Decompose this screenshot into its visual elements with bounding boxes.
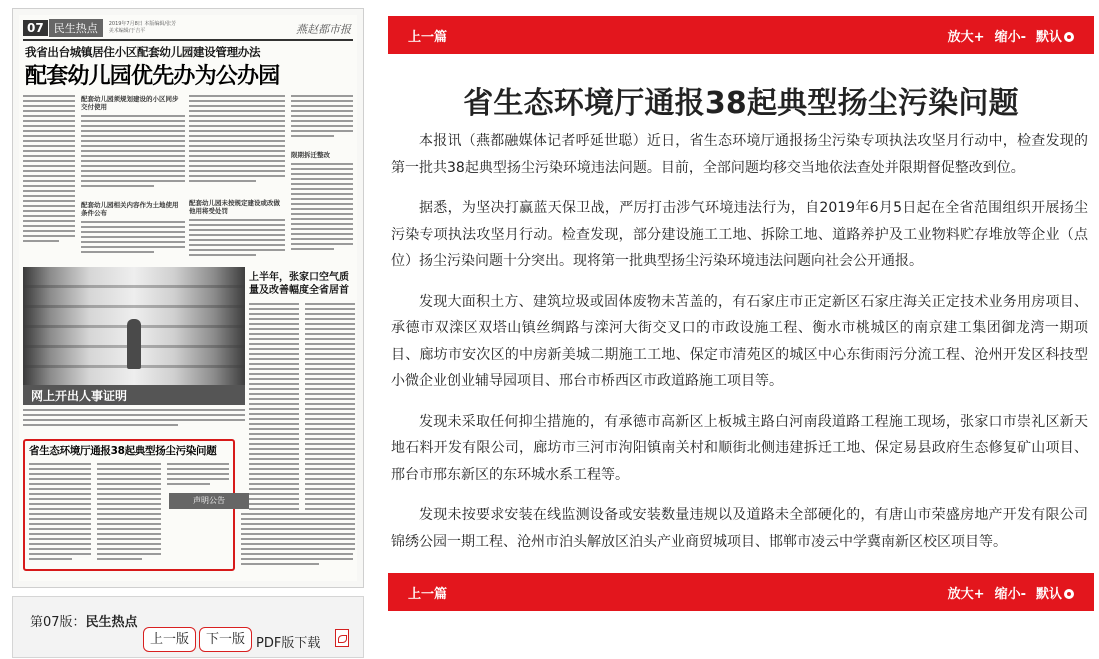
- article-paragraph: 本报讯（燕都融媒体记者呼延世聪）近日，省生态环境厅通报扬尘污染专项执法攻坚月行动中，检查发现的第一批共38起典型扬尘污染环境违法问题。目前，全部问题均移交当地依法查处并限期督促整改到位。: [391, 133, 1088, 176]
- article-paragraph: 发现未采取任何抑尘措施的，有承德市高新区上板城主路白河南段道路工程施工现场，张家口市崇礼区新天地石料开发有限公司，廊坊市三河市泃阳镇南关村和顺街北侧违建拆迁工地、保定易县政府生态修复矿山项目、邢台市邢东新区的东环城水系工程等。: [391, 413, 1088, 483]
- previous-article-link[interactable]: 上一篇: [408, 30, 448, 45]
- highlight-article-title: 省生态环境厅通报38起典型扬尘污染问题: [29, 445, 217, 457]
- previous-edition-button[interactable]: 上一版: [143, 627, 196, 652]
- reset-zoom-button[interactable]: [1036, 583, 1074, 602]
- reset-circle-icon: [1064, 589, 1074, 599]
- person-figure: [127, 319, 141, 369]
- article-paragraph: 发现未按要求安装在线监测设备或安装数量违规以及道路未全部硬化的，有唐山市荣盛房地产开发有限公司锦绣公园一期工程、沧州市泊头解放区泊头产业商贸城项目、邯郸市凌云中学冀南新区校区项目等。: [391, 507, 1088, 550]
- newspaper-subhead: 配套幼儿园相关内容作为土地使用条件公布: [81, 201, 179, 217]
- edition-navigation: [12, 596, 364, 658]
- newspaper-ad-banner: 声明公告: [169, 493, 249, 509]
- next-edition-button[interactable]: 下一版: [199, 627, 252, 652]
- article-paragraph: 发现大面积土方、建筑垃圾或固体废物未苫盖的，有石家庄市正定新区石家庄海关正定技术业务用房项目、承德市双滦区双塔山镇丝绸路与滦河大街交叉口的市政设施工程、衡水市桃城区的南京建工集团御龙湾一期项目、廊坊市安次区的中房新美城二期施工工地、保定市清苑区的城区中心东街雨污分流工程、沧州开发区科技型小微企业创业辅导园项目、邢台市桥西区市政道路施工项目等。: [391, 293, 1088, 389]
- article-title: 省生态环境厅通报38起典型扬尘污染问题: [463, 86, 1019, 121]
- newspaper-text-column: [241, 513, 353, 573]
- newspaper-text-column: [81, 115, 185, 197]
- reset-circle-icon: [1064, 32, 1074, 42]
- newspaper-text-column: [23, 409, 245, 435]
- newspaper-text-column: [81, 221, 185, 261]
- edition-name: 民生热点: [85, 615, 138, 630]
- newspaper-text-column: [291, 163, 353, 263]
- newspaper-text-column: [189, 95, 285, 195]
- newspaper-page: [19, 15, 357, 581]
- article-toolbar-bottom: [388, 573, 1094, 611]
- reset-zoom-label: 默认: [1035, 587, 1062, 602]
- edition-number: 第07版：: [30, 615, 86, 630]
- article-toolbar-top: [388, 16, 1094, 54]
- zoom-out-button[interactable]: 缩小-: [994, 30, 1026, 45]
- newspaper-page-number: 07: [23, 20, 48, 36]
- reset-zoom-button[interactable]: [1036, 26, 1074, 45]
- pdf-icon[interactable]: [335, 629, 349, 647]
- newspaper-header: [23, 19, 179, 37]
- newspaper-photo-caption: 网上开出人事证明: [23, 385, 245, 405]
- newspaper-text-column: [189, 219, 285, 263]
- newspaper-subhead: 配套幼儿园未按规定建设或改做他用将受处罚: [189, 199, 280, 215]
- newspaper-subhead: 限期拆迁整改: [291, 151, 330, 159]
- newspaper-text-column: [23, 95, 75, 257]
- newspaper-text-column: [167, 463, 229, 491]
- edition-label: [30, 611, 138, 630]
- article-paragraph: 据悉，为坚决打赢蓝天保卫战，严厉打击涉气环境违法行为，自2019年6月5日起在全省范围组织开展扬尘污染专项执法攻坚月行动。检查发现，部分建设施工工地、拆除工地、道路养护及工业物料贮存堆放等企业（点位）扬尘污染问题十分突出。现将第一批典型扬尘污染环境违法问题向社会公开通报。: [391, 200, 1088, 269]
- previous-article-link[interactable]: 上一篇: [408, 587, 448, 602]
- newspaper-section-tag: 民生热点: [49, 19, 103, 37]
- newspaper-headline: 配套幼儿园优先办为公办园: [25, 64, 280, 89]
- newspaper-photo: [23, 267, 245, 385]
- newspaper-subhead: 配套幼儿园须规划建设的小区同步交付使用: [81, 95, 179, 111]
- zoom-controls: [948, 583, 1074, 602]
- newspaper-header-rule: [23, 39, 353, 41]
- pdf-download-link[interactable]: PDF版下载: [256, 636, 321, 651]
- zoom-out-button[interactable]: 缩小-: [994, 587, 1026, 602]
- zoom-controls: [948, 26, 1074, 45]
- newspaper-date: 2019年7月8日 本版编辑/张芳 美术编辑/于吉平: [108, 21, 177, 34]
- newspaper-page-thumbnail[interactable]: [12, 8, 364, 588]
- zoom-in-button[interactable]: 放大+: [947, 587, 985, 602]
- article: [388, 64, 1094, 569]
- newspaper-side-title: 上半年，张家口空气质量及改善幅度全省居首: [249, 272, 349, 296]
- reset-zoom-label: 默认: [1035, 30, 1062, 45]
- zoom-in-button[interactable]: 放大+: [947, 30, 985, 45]
- article-body: [388, 128, 1094, 555]
- newspaper-subtitle: 我省出台城镇居住小区配套幼儿园建设管理办法: [25, 45, 261, 59]
- newspaper-text-column: [29, 463, 91, 567]
- newspaper-brand-logo: 燕赵都市报: [296, 23, 351, 36]
- newspaper-text-column: [291, 95, 353, 147]
- newspaper-text-column: [97, 463, 161, 567]
